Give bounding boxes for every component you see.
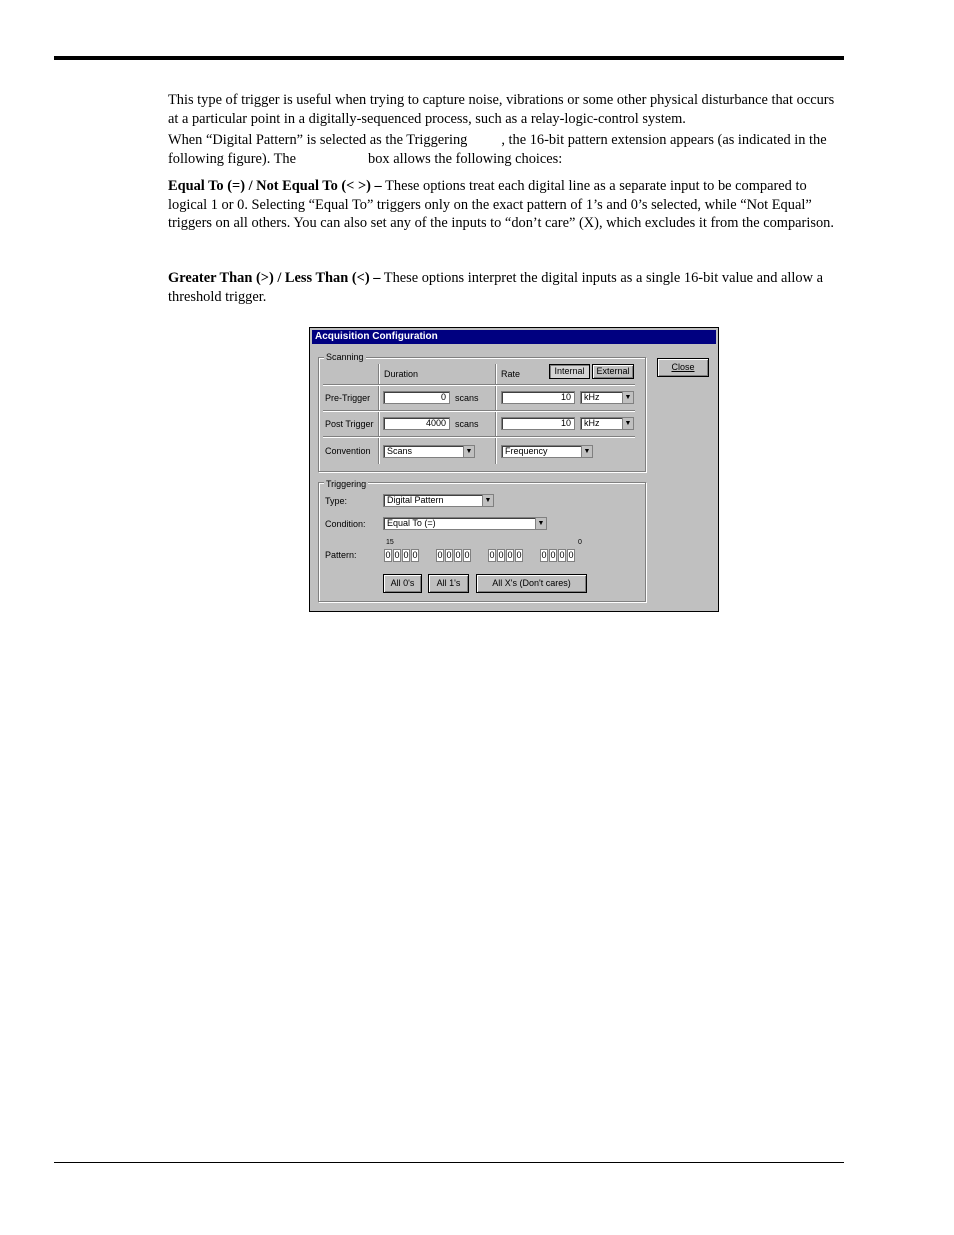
pattern-bit-input[interactable]: 0 bbox=[550, 550, 556, 560]
pattern-lsb-label: 0 bbox=[578, 539, 582, 546]
convention-rate-select[interactable]: Frequency ▼ bbox=[501, 445, 593, 458]
greater-than-text: These options interpret the digital inputs as a single 16-bit value and allow a threshold trigger. bbox=[168, 270, 823, 305]
trigger-type-label: Type: bbox=[325, 496, 348, 506]
posttrigger-rate-unit-select[interactable]: kHz ▼ bbox=[580, 417, 634, 430]
row-divider-2 bbox=[323, 410, 635, 411]
pretrigger-unit: scans bbox=[455, 393, 479, 403]
posttrigger-label: Post Trigger bbox=[325, 419, 374, 429]
pattern-bit-input[interactable]: 0 bbox=[507, 550, 513, 560]
chevron-down-icon[interactable]: ▼ bbox=[581, 446, 592, 457]
pattern-bit-input[interactable]: 0 bbox=[568, 550, 574, 560]
paragraph-intro: This type of trigger is useful when trying to capture noise, vibrations or some other physical disturbance that occurs at a particular point in a digitally-sequenced process, such as a relay-logic-control system. bbox=[168, 92, 835, 127]
greater-than-heading: Greater Than (>) / Less Than (<) – bbox=[168, 270, 381, 286]
pattern-bit-input[interactable]: 0 bbox=[455, 550, 461, 560]
pattern-bit-input[interactable]: 0 bbox=[403, 550, 409, 560]
rate-header: Rate bbox=[501, 369, 521, 379]
pattern-bit-input[interactable]: 0 bbox=[498, 550, 504, 560]
top-rule bbox=[54, 56, 844, 60]
duration-header: Duration bbox=[384, 369, 419, 379]
all-dont-cares-button[interactable]: All X's (Don't cares) bbox=[476, 574, 587, 593]
external-button[interactable]: External bbox=[592, 364, 634, 379]
pattern-label: Pattern: bbox=[325, 550, 357, 560]
scanning-group-label: Scanning bbox=[326, 352, 364, 362]
para2-part-a: When “Digital Pattern” is selected as the Triggering bbox=[168, 132, 468, 148]
paragraph-digital-pattern bbox=[168, 131, 838, 168]
trigger-condition-select[interactable]: Equal To (=) ▼ bbox=[383, 517, 547, 530]
trigger-type-select[interactable]: Digital Pattern ▼ bbox=[383, 494, 494, 507]
pretrigger-rate-input[interactable]: 10 bbox=[501, 391, 575, 404]
posttrigger-unit: scans bbox=[455, 419, 479, 429]
row-divider-3 bbox=[323, 436, 635, 437]
column-divider-1 bbox=[378, 364, 379, 464]
pattern-bit-input[interactable]: 0 bbox=[559, 550, 565, 560]
acquisition-configuration-dialog bbox=[309, 327, 719, 612]
paragraph-equal-to bbox=[168, 177, 838, 233]
trigger-condition-label: Condition: bbox=[325, 519, 366, 529]
pattern-bit-input[interactable]: 0 bbox=[446, 550, 452, 560]
pretrigger-rate-unit-select[interactable]: kHz ▼ bbox=[580, 391, 634, 404]
pattern-bit-input[interactable]: 0 bbox=[464, 550, 470, 560]
para2-part-c: box allows the following choices: bbox=[368, 150, 563, 167]
pattern-bit-input[interactable]: 0 bbox=[489, 550, 495, 560]
convention-label: Convention bbox=[325, 446, 371, 456]
all-ones-button[interactable]: All 1's bbox=[428, 574, 469, 593]
chevron-down-icon[interactable]: ▼ bbox=[535, 518, 546, 529]
pretrigger-label: Pre-Trigger bbox=[325, 393, 371, 403]
chevron-down-icon[interactable]: ▼ bbox=[622, 418, 633, 429]
chevron-down-icon[interactable]: ▼ bbox=[622, 392, 633, 403]
bottom-rule bbox=[54, 1162, 844, 1163]
pretrigger-scans-input[interactable]: 0 bbox=[383, 391, 450, 404]
posttrigger-scans-input[interactable]: 4000 bbox=[383, 417, 450, 430]
dialog-title: Acquisition Configuration bbox=[312, 330, 716, 344]
triggering-group-label: Triggering bbox=[326, 479, 367, 489]
equal-to-heading: Equal To (=) / Not Equal To (< >) – bbox=[168, 178, 382, 194]
column-divider-2 bbox=[495, 364, 496, 464]
pattern-msb-label: 15 bbox=[386, 539, 394, 546]
posttrigger-rate-input[interactable]: 10 bbox=[501, 417, 575, 430]
equal-to-text: These options treat each digital line as a separate input to be compared to logical 1 or 0. Selecting “Equal To” triggers only on the exact pattern of 1’s and 0’s selected, while “Not Equal” triggers on all others. You can also set any of the inputs to “don’t care” (X), which excludes it from the comparison. bbox=[168, 178, 834, 232]
pattern-bit-input[interactable]: 0 bbox=[394, 550, 400, 560]
pattern-bit-input[interactable]: 0 bbox=[541, 550, 547, 560]
pattern-bit-input[interactable]: 0 bbox=[516, 550, 522, 560]
pattern-bit-input[interactable]: 0 bbox=[385, 550, 391, 560]
pattern-bit-input[interactable]: 0 bbox=[437, 550, 443, 560]
pattern-bit-input[interactable]: 0 bbox=[412, 550, 418, 560]
all-zeros-button[interactable]: All 0's bbox=[383, 574, 422, 593]
close-button[interactable]: Close bbox=[657, 358, 709, 377]
paragraph-greater-than bbox=[168, 269, 838, 306]
chevron-down-icon[interactable]: ▼ bbox=[482, 495, 493, 506]
para2-part-b: , the 16-bit pattern extension appears (as indicated in the following figure). The bbox=[168, 132, 827, 167]
row-divider-1 bbox=[323, 384, 635, 385]
convention-duration-select[interactable]: Scans ▼ bbox=[383, 445, 475, 458]
internal-button[interactable]: Internal bbox=[549, 364, 590, 379]
chevron-down-icon[interactable]: ▼ bbox=[463, 446, 474, 457]
